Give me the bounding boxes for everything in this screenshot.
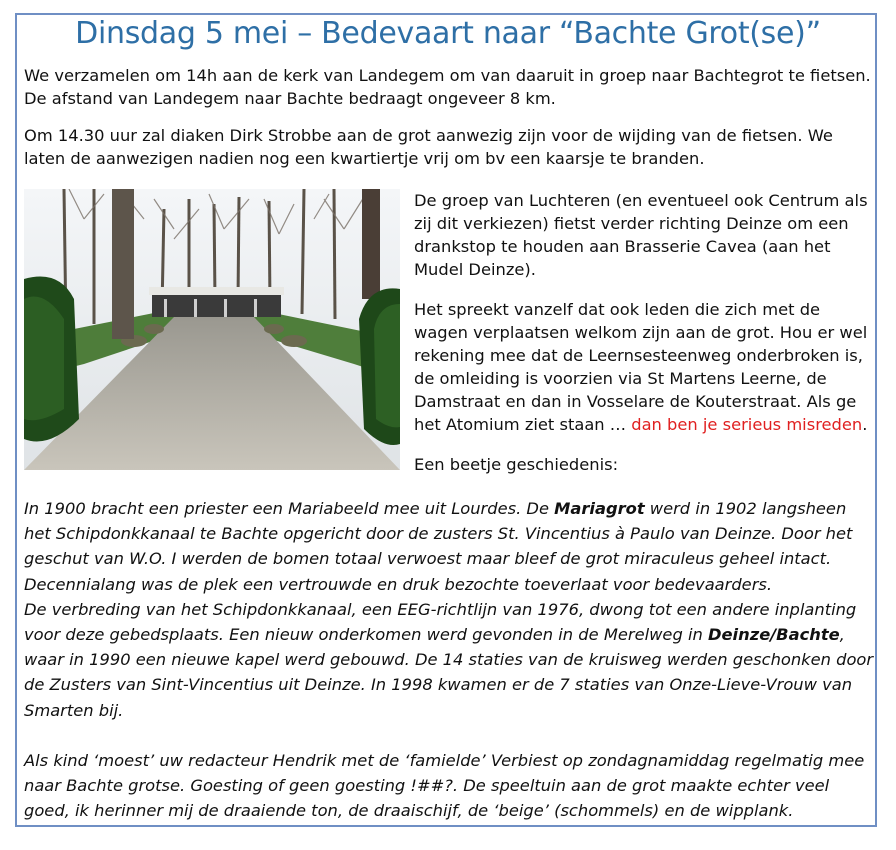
- grotto-photo: [24, 189, 400, 470]
- history-line: waar in 1990 een nieuwe kapel werd gebouwd. De 14 staties van de kruisweg werden geschonken door: [24, 650, 874, 670]
- text-segment: werd in 1902 langsheen: [644, 499, 847, 518]
- text-line: [414, 413, 874, 436]
- intro-line: We verzamelen om 14h aan de kerk van Landegem om van daaruit in groep naar Bachtegrot te fietsen.: [24, 66, 871, 85]
- mariagrot-bold: Mariagrot: [554, 499, 645, 518]
- history-line: [24, 496, 874, 521]
- text-line: de omleiding is voorzien via St Martens Leerne, de: [414, 369, 827, 388]
- intro-paragraph-2: [24, 124, 874, 170]
- text-segment: voor deze gebedsplaats. Een nieuw onderkomen werd gevonden in de Merelweg in: [24, 625, 708, 645]
- history-line: [24, 622, 874, 647]
- text-segment: In 1900 bracht een priester een Mariabeeld mee uit Lourdes. De: [24, 499, 555, 518]
- history-line: het Schipdonkkanaal te Bachte opgericht door de zusters St. Vincentius à Paulo van Deinze. Door het: [24, 524, 853, 544]
- page-title: Dinsdag 5 mei – Bedevaart naar “Bachte Grot(se)”: [75, 16, 821, 51]
- history-line: Als kind ‘moest’ uw redacteur Hendrik met de ‘famielde’ Verbiest op zondagnamiddag regelmatig mee: [24, 750, 865, 770]
- text-line: Mudel Deinze).: [414, 260, 536, 279]
- intro-line: laten de aanwezigen nadien nog een kwartiertje vrij om bv een kaarsje te branden.: [24, 149, 705, 168]
- text-line: zij dit verkiezen) fietst verder richting Deinze om een: [414, 214, 849, 233]
- history-heading: Een beetje geschiedenis:: [414, 455, 619, 474]
- text-line: wagen verplaatsen welkom zijn aan de grot. Hou er wel: [414, 323, 868, 342]
- text-line: drankstop te houden aan Brasserie Cavea (aan het: [414, 237, 831, 256]
- history-line: naar Bachte grotse. Goesting of geen goesting !##?. De speeltuin aan de grot maakte echter veel: [24, 776, 830, 796]
- history-line: Smarten bij.: [24, 700, 124, 720]
- text-segment: het Atomium ziet staan …: [414, 415, 632, 434]
- text-segment: .: [862, 415, 868, 434]
- car-travel-paragraph: [414, 298, 874, 436]
- deinze-bachte-bold: Deinze/Bachte: [707, 625, 840, 645]
- paragraph-gap: [24, 723, 874, 748]
- history-line: De verbreding van het Schipdonkkanaal, een EEG-richtlijn van 1976, dwong tot een andere inplanting: [24, 599, 857, 619]
- text-line: rekening mee dat de Leernsesteenweg onderbroken is,: [414, 346, 863, 365]
- text-line: De groep van Luchteren (en eventueel ook Centrum als: [414, 191, 868, 210]
- intro-line: Om 14.30 uur zal diaken Dirk Strobbe aan de grot aanwezig zijn voor de wijding van de fietsen. We: [24, 126, 833, 145]
- history-text: [24, 496, 874, 823]
- text-line: Damstraat en dan in Vosselare de Kouterstraat. Als ge: [414, 392, 857, 411]
- misreden-highlight: dan ben je serieus misreden: [631, 415, 863, 434]
- intro-paragraph-1: [24, 64, 874, 110]
- history-line: geschut van W.O. I werden de bomen totaal verwoest maar bleef de grot miraculeus geheel intact.: [24, 549, 832, 569]
- history-line: goed, ik herinner mij de draaiende ton, de draaischijf, de ‘beige’ (schommels) en de wipplank.: [24, 801, 794, 821]
- luchteren-paragraph: [414, 189, 874, 281]
- intro-line: De afstand van Landegem naar Bachte bedraagt ongeveer 8 km.: [24, 89, 556, 108]
- text-line: Het spreekt vanzelf dat ook leden die zich met de: [414, 300, 821, 319]
- text-segment: ,: [839, 625, 845, 645]
- history-line: Decennialang was de plek een vertrouwde en druk bezochte toeverlaat voor bedevaarders.: [24, 574, 773, 594]
- history-line: de Zusters van Sint-Vincentius uit Deinze. In 1998 kwamen er de 7 staties van Onze-Lieve-Vrouw van: [24, 675, 853, 695]
